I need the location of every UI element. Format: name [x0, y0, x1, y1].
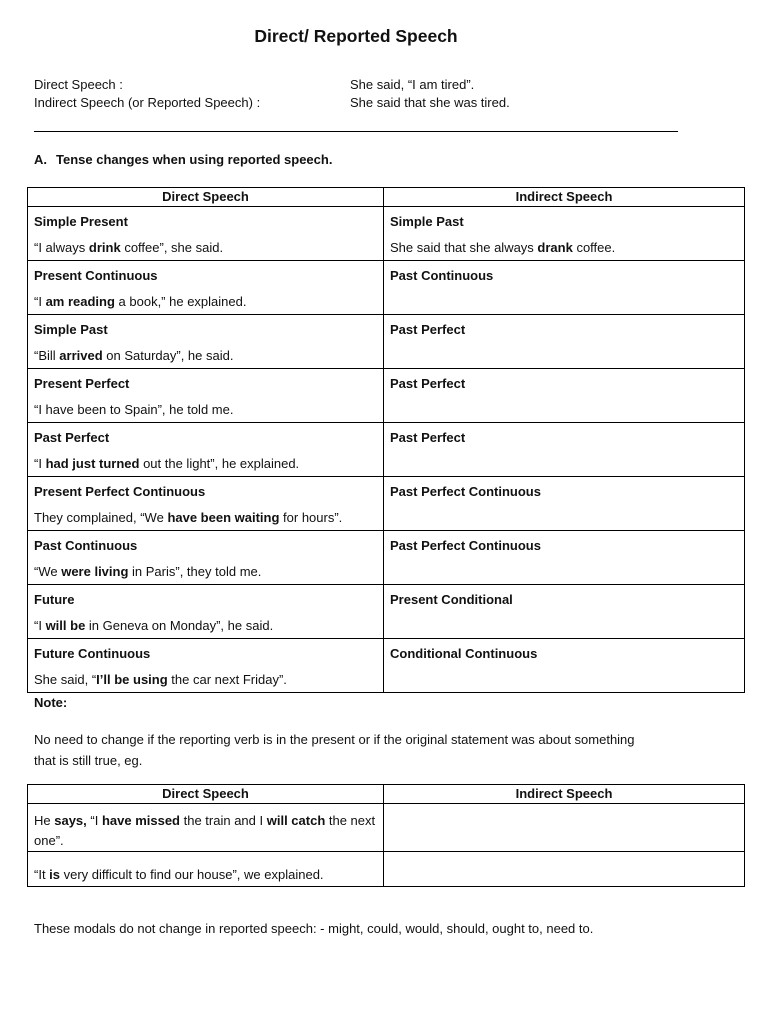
indirect-tense: Past Perfect [390, 322, 466, 337]
direct-cell [28, 639, 384, 693]
direct-cell [28, 531, 384, 585]
bold-text: drank [537, 240, 573, 255]
bold-text: have been waiting [167, 510, 280, 525]
section-title: Tense changes when using reported speech. [56, 152, 333, 167]
direct-cell [28, 207, 384, 261]
direct-speech-example: She said, “I am tired”. [350, 77, 475, 92]
direct-tense: Present Perfect Continuous [34, 484, 206, 499]
section-a-heading [34, 152, 332, 167]
direct-example [34, 240, 377, 256]
plain-text: She said that she always [390, 240, 538, 255]
plain-text: “We [34, 564, 62, 579]
bold-text: drink [88, 240, 121, 255]
indirect-tense: Past Continuous [390, 268, 494, 283]
direct-tense: Present Continuous [34, 268, 158, 283]
direct-cell [28, 585, 384, 639]
bold-text: is [49, 867, 61, 882]
direct-example [34, 348, 377, 364]
table-row [28, 207, 745, 261]
table-row [28, 639, 745, 693]
direct-example [34, 402, 377, 418]
plain-text: She said, “ [34, 672, 97, 687]
plain-text: They complained, “We [34, 510, 168, 525]
table-row [28, 585, 745, 639]
plain-text: on Saturday”, he said. [102, 348, 234, 363]
plain-text: the next one”. [34, 813, 376, 848]
section-number: A. [34, 152, 47, 167]
indirect-cell [384, 585, 745, 639]
indirect-tense: Conditional Continuous [390, 646, 538, 661]
column-header-indirect: Indirect Speech [384, 785, 745, 804]
direct-tense: Simple Past [34, 322, 108, 337]
direct-cell [28, 852, 384, 887]
direct-cell [28, 369, 384, 423]
modals-note: These modals do not change in reported speech: - might, could, would, should, ought to, need to. [34, 921, 594, 936]
direct-example [34, 510, 377, 526]
direct-tense: Past Continuous [34, 538, 138, 553]
note-label: Note: [34, 695, 68, 710]
table-row [28, 804, 745, 852]
table-row [28, 261, 745, 315]
column-header-indirect: Indirect Speech [384, 188, 745, 207]
plain-text: the train and I [180, 813, 267, 828]
indirect-cell [384, 531, 745, 585]
indirect-tense: Past Perfect Continuous [390, 538, 541, 553]
direct-example [34, 672, 377, 688]
direct-cell [28, 423, 384, 477]
direct-tense: Simple Present [34, 214, 128, 229]
plain-text: the car next Friday”. [167, 672, 287, 687]
divider-line [34, 131, 678, 132]
plain-text: coffee”, she said. [120, 240, 224, 255]
direct-example [34, 456, 377, 472]
indirect-speech-label: Indirect Speech (or Reported Speech) : [34, 95, 261, 110]
plain-text: coffee. [572, 240, 616, 255]
no-change-body [28, 804, 745, 887]
table-row [28, 423, 745, 477]
indirect-tense: Present Conditional [390, 592, 513, 607]
direct-example [34, 618, 377, 634]
bold-text: I’ll be using [96, 672, 168, 687]
indirect-cell [384, 852, 745, 887]
indirect-cell [384, 315, 745, 369]
bold-text: says, [54, 813, 87, 828]
indirect-cell [384, 639, 745, 693]
indirect-cell [384, 369, 745, 423]
indirect-speech-example: She said that she was tired. [350, 95, 510, 110]
table-header-row [28, 785, 745, 804]
no-change-table [27, 784, 745, 887]
direct-tense: Future [34, 592, 75, 607]
direct-tense: Future Continuous [34, 646, 151, 661]
indirect-cell [384, 477, 745, 531]
table-row [28, 315, 745, 369]
plain-text: “I always [34, 240, 89, 255]
bold-text: will catch [266, 813, 326, 828]
direct-example [34, 867, 377, 883]
table-row [28, 369, 745, 423]
bold-text: have missed [101, 813, 180, 828]
plain-text: He [34, 813, 55, 828]
plain-text: out the light”, he explained. [139, 456, 300, 471]
plain-text: “I [34, 294, 46, 309]
direct-tense: Past Perfect [34, 430, 110, 445]
plain-text: a book,” he explained. [114, 294, 247, 309]
note-text: No need to change if the reporting verb is in the present or if the original statement was about something that is still true, eg. [34, 732, 635, 768]
indirect-tense: Past Perfect [390, 376, 466, 391]
table-row [28, 852, 745, 887]
direct-example [34, 564, 377, 580]
indirect-cell [384, 207, 745, 261]
plain-text: “I [86, 813, 102, 828]
plain-text: “Bill [34, 348, 60, 363]
indirect-example [390, 240, 738, 256]
direct-cell [28, 261, 384, 315]
column-header-direct: Direct Speech [28, 188, 384, 207]
page-title: Direct/ Reported Speech [254, 26, 458, 46]
column-header-direct: Direct Speech [28, 785, 384, 804]
bold-text: am reading [45, 294, 115, 309]
direct-tense: Present Perfect [34, 376, 130, 391]
indirect-cell [384, 804, 745, 852]
bold-text: will be [45, 618, 86, 633]
indirect-tense: Simple Past [390, 214, 464, 229]
direct-cell [28, 477, 384, 531]
bold-text: had just turned [45, 456, 140, 471]
direct-example [34, 294, 377, 310]
tense-changes-table [27, 187, 745, 693]
indirect-tense: Past Perfect [390, 430, 466, 445]
direct-cell [28, 315, 384, 369]
plain-text: very difficult to find our house”, we explained. [60, 867, 324, 882]
indirect-tense: Past Perfect Continuous [390, 484, 541, 499]
table-row [28, 477, 745, 531]
plain-text: “I [34, 456, 46, 471]
direct-cell [28, 804, 384, 852]
bold-text: were living [61, 564, 129, 579]
tense-changes-body [28, 207, 745, 693]
indirect-cell [384, 261, 745, 315]
bold-text: arrived [59, 348, 103, 363]
direct-example [34, 811, 377, 851]
plain-text: “It [34, 867, 50, 882]
plain-text: “I have been to Spain”, he told me. [34, 402, 234, 417]
direct-speech-label: Direct Speech : [34, 77, 123, 92]
plain-text: “I [34, 618, 46, 633]
table-header-row [28, 188, 745, 207]
plain-text: for hours”. [279, 510, 343, 525]
indirect-cell [384, 423, 745, 477]
plain-text: in Paris”, they told me. [128, 564, 262, 579]
table-row [28, 531, 745, 585]
plain-text: in Geneva on Monday”, he said. [85, 618, 274, 633]
